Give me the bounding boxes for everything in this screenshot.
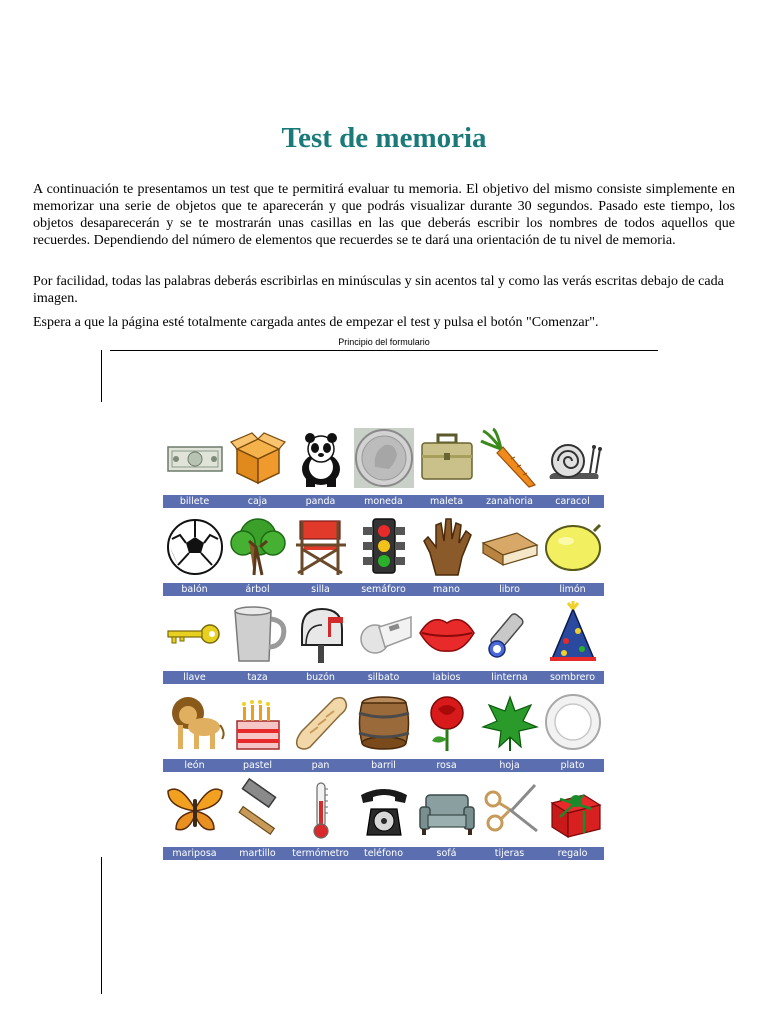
item-label: sofá	[415, 847, 478, 860]
grid-cell	[226, 508, 289, 596]
grid-cell	[415, 684, 478, 772]
grid-cell	[163, 420, 226, 508]
barrel-icon	[352, 684, 415, 759]
mailbox-icon	[289, 596, 352, 671]
tree-icon	[226, 508, 289, 583]
rose-icon	[415, 684, 478, 759]
grid-row	[163, 508, 605, 596]
grid-cell	[226, 684, 289, 772]
item-label: caja	[226, 495, 289, 508]
item-label: buzón	[289, 671, 352, 684]
flashlight-icon	[478, 596, 541, 671]
grid-cell	[226, 420, 289, 508]
grid-cell	[352, 684, 415, 772]
grid-cell	[541, 684, 604, 772]
grid-cell	[541, 772, 604, 860]
item-label: barril	[352, 759, 415, 772]
grid-cell	[163, 684, 226, 772]
carrot-icon	[478, 420, 541, 495]
item-label: caracol	[541, 495, 604, 508]
intro-paragraph: A continuación te presentamos un test que te permitirá evaluar tu memoria. El objetivo del mismo consiste simplemente en memorizar una serie de objetos que te aparecerán y que podrás visualizar durante 30 segundos. Pasado este tiempo, los objetos desaparecerán y se te mostrarán unas casillas en las que deberás escribir los nombres de todos aquellos que recuerdes. Dependiendo del número de elementos que recuerdes se te dará una orientación de tu nivel de memoria.	[33, 182, 735, 248]
key-icon	[163, 596, 226, 671]
grid-row	[163, 596, 605, 684]
grid-cell	[163, 596, 226, 684]
item-label: silbato	[352, 671, 415, 684]
margin-bar-bottom	[101, 857, 102, 994]
item-label: mariposa	[163, 847, 226, 860]
instructions-paragraph: Por facilidad, todas las palabras deberás escribirlas en minúsculas y sin acentos tal y como las verás escritas debajo de cada imagen.	[33, 274, 724, 306]
grid-cell	[352, 772, 415, 860]
leaf-icon	[478, 684, 541, 759]
grid-cell	[289, 596, 352, 684]
hand-icon	[415, 508, 478, 583]
grid-cell	[289, 684, 352, 772]
item-label: plato	[541, 759, 604, 772]
butterfly-icon	[163, 772, 226, 847]
item-label: balón	[163, 583, 226, 596]
margin-bar-top	[101, 350, 102, 402]
scissors-icon	[478, 772, 541, 847]
traffic-light-icon	[352, 508, 415, 583]
item-label: moneda	[352, 495, 415, 508]
page-title: Test de memoria	[281, 122, 487, 154]
grid-cell	[415, 508, 478, 596]
item-label: pan	[289, 759, 352, 772]
grid-cell	[415, 596, 478, 684]
grid-cell	[352, 420, 415, 508]
form-start-caption: Principio del formulario	[338, 337, 430, 347]
grid-cell	[478, 596, 541, 684]
grid-cell	[289, 772, 352, 860]
box-icon	[226, 420, 289, 495]
item-label: rosa	[415, 759, 478, 772]
item-label: maleta	[415, 495, 478, 508]
item-label: tijeras	[478, 847, 541, 860]
grid-row	[163, 772, 605, 860]
grid-cell	[478, 420, 541, 508]
item-label: martillo	[226, 847, 289, 860]
form-divider	[110, 350, 658, 351]
grid-cell	[478, 772, 541, 860]
soccer-ball-icon	[163, 508, 226, 583]
banknote-icon	[163, 420, 226, 495]
grid-cell	[478, 684, 541, 772]
item-label: libro	[478, 583, 541, 596]
bread-icon	[289, 684, 352, 759]
grid-cell	[415, 420, 478, 508]
item-label: hoja	[478, 759, 541, 772]
item-label: limón	[541, 583, 604, 596]
grid-cell	[289, 420, 352, 508]
coin-icon	[352, 420, 415, 495]
snail-icon	[541, 420, 604, 495]
grid-cell	[163, 508, 226, 596]
gift-icon	[541, 772, 604, 847]
grid-cell	[541, 508, 604, 596]
grid-cell	[289, 508, 352, 596]
memory-image-grid	[163, 420, 605, 860]
item-label: silla	[289, 583, 352, 596]
item-label: pastel	[226, 759, 289, 772]
item-label: regalo	[541, 847, 604, 860]
grid-cell	[352, 596, 415, 684]
plate-icon	[541, 684, 604, 759]
grid-cell	[415, 772, 478, 860]
grid-cell	[226, 596, 289, 684]
item-label: teléfono	[352, 847, 415, 860]
item-label: mano	[415, 583, 478, 596]
book-icon	[478, 508, 541, 583]
cake-icon	[226, 684, 289, 759]
item-label: zanahoria	[478, 495, 541, 508]
telephone-icon	[352, 772, 415, 847]
lion-icon	[163, 684, 226, 759]
grid-row	[163, 684, 605, 772]
grid-cell	[541, 596, 604, 684]
party-hat-icon	[541, 596, 604, 671]
grid-cell	[163, 772, 226, 860]
mug-icon	[226, 596, 289, 671]
lemon-icon	[541, 508, 604, 583]
directors-chair-icon	[289, 508, 352, 583]
grid-cell	[541, 420, 604, 508]
suitcase-icon	[415, 420, 478, 495]
item-label: árbol	[226, 583, 289, 596]
hammer-icon	[226, 772, 289, 847]
item-label: billete	[163, 495, 226, 508]
item-label: linterna	[478, 671, 541, 684]
grid-row	[163, 420, 605, 508]
item-label: labios	[415, 671, 478, 684]
lips-icon	[415, 596, 478, 671]
panda-icon	[289, 420, 352, 495]
item-label: león	[163, 759, 226, 772]
item-label: sombrero	[541, 671, 604, 684]
grid-cell	[478, 508, 541, 596]
start-instructions-paragraph: Espera a que la página esté totalmente cargada antes de empezar el test y pulsa el botón "Comenzar".	[33, 315, 599, 330]
thermometer-icon	[289, 772, 352, 847]
item-label: semáforo	[352, 583, 415, 596]
item-label: llave	[163, 671, 226, 684]
grid-cell	[226, 772, 289, 860]
item-label: termómetro	[289, 847, 352, 860]
grid-cell	[352, 508, 415, 596]
sofa-icon	[415, 772, 478, 847]
item-label: taza	[226, 671, 289, 684]
item-label: panda	[289, 495, 352, 508]
whistle-icon	[352, 596, 415, 671]
